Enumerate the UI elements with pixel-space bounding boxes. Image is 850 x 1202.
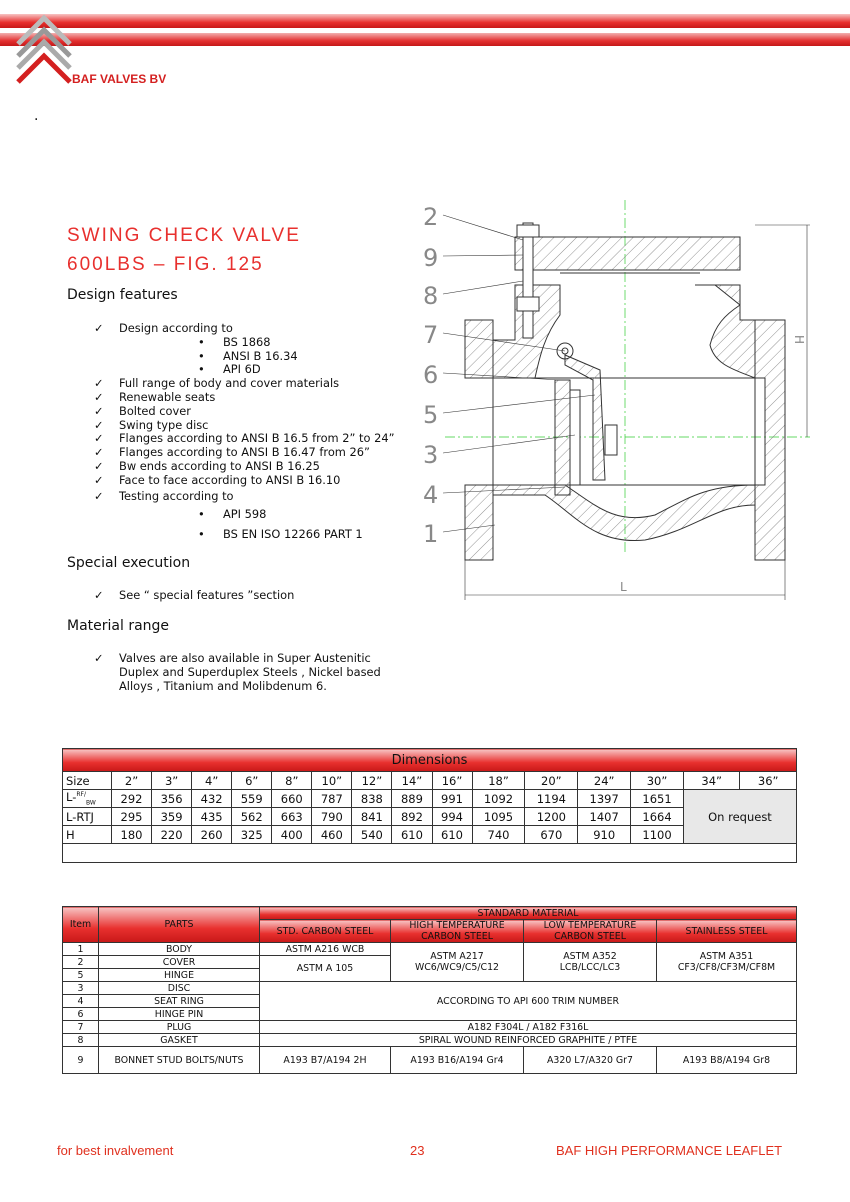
- header-band-bottom: [0, 33, 850, 46]
- callout-9: 9: [423, 244, 439, 272]
- standard-material-header: STANDARD MATERIAL: [260, 907, 797, 920]
- list-item: ✓ Flanges according to ANSI B 16.5 from 2” to 24”: [94, 431, 395, 446]
- table-cell: 2”: [112, 772, 152, 790]
- callout-8: 8: [423, 282, 439, 310]
- check-icon: ✓: [94, 472, 104, 487]
- table-cell: A193 B16/A194 Gr4: [391, 1047, 524, 1074]
- table-cell: 432: [192, 790, 232, 808]
- brand-name: BAF VALVES BV: [72, 72, 167, 86]
- table-cell: 7: [63, 1021, 99, 1034]
- table-cell: 356: [152, 790, 192, 808]
- materials-table: [62, 906, 797, 1074]
- dimension-h-label: H: [792, 335, 806, 345]
- table-cell: 559: [232, 790, 272, 808]
- baf-logo-icon: [14, 14, 74, 86]
- table-cell: A193 B8/A194 Gr8: [657, 1047, 797, 1074]
- list-item: • API 598: [198, 507, 267, 522]
- material-range-heading: Material range: [67, 618, 170, 634]
- table-cell: 8”: [272, 772, 312, 790]
- table-cell: 6”: [232, 772, 272, 790]
- table-cell: 260: [192, 826, 232, 844]
- callout-4: 4: [423, 481, 439, 509]
- check-icon: ✓: [94, 376, 104, 391]
- table-cell: 3”: [152, 772, 192, 790]
- design-features-list: [94, 322, 414, 542]
- on-request-cell: On request: [683, 790, 796, 844]
- table-cell: 4”: [192, 772, 232, 790]
- table-cell: 540: [352, 826, 392, 844]
- low-temp-header: LOW TEMPERATURE CARBON STEEL: [524, 920, 657, 943]
- list-item: ✓ Renewable seats: [94, 389, 216, 404]
- table-cell: 8: [63, 1034, 99, 1047]
- table-cell: 10”: [312, 772, 352, 790]
- size-label: Size: [63, 772, 112, 790]
- table-cell: 889: [392, 790, 432, 808]
- table-cell: 220: [152, 826, 192, 844]
- check-icon: ✓: [94, 403, 104, 418]
- table-cell: 790: [312, 808, 352, 826]
- list-item: ✓ Flanges according to ANSI B 16.47 from 26”: [94, 445, 370, 460]
- table-cell: 610: [432, 826, 472, 844]
- table-cell: ASTM A352 LCB/LCC/LC3: [524, 943, 657, 982]
- table-cell: 3: [63, 982, 99, 995]
- list-item: ✓ Swing type disc: [94, 417, 209, 432]
- table-cell: 400: [272, 826, 312, 844]
- callout-5: 5: [423, 401, 439, 429]
- item-header: Item: [63, 907, 99, 943]
- dimension-l-label: L: [620, 580, 627, 594]
- table-cell: 1: [63, 943, 99, 956]
- table-row: [63, 943, 797, 956]
- page-subtitle: 600LBS – FIG. 125: [67, 254, 264, 275]
- bullet-icon: •: [198, 507, 205, 522]
- table-cell: 295: [112, 808, 152, 826]
- table-cell: HINGE: [99, 969, 260, 982]
- table-cell: 30”: [631, 772, 684, 790]
- check-icon: ✓: [94, 445, 104, 460]
- table-cell: 325: [232, 826, 272, 844]
- list-item: ✓ Full range of body and cover materials: [94, 376, 340, 391]
- table-cell: BODY: [99, 943, 260, 956]
- callout-7: 7: [423, 321, 439, 349]
- table-cell: 740: [472, 826, 525, 844]
- table-row: [63, 1047, 797, 1074]
- table-cell: 435: [192, 808, 232, 826]
- list-item: ✓ Valves are also available in Super Austenitic Duplex and Superduplex Steels , Nickel based Alloys , Titanium and Molibdenum 6.: [94, 651, 381, 693]
- table-cell: 6: [63, 1008, 99, 1021]
- table-cell: ASTM A351 CF3/CF8/CF3M/CF8M: [657, 943, 797, 982]
- table-cell: 359: [152, 808, 192, 826]
- list-item: ✓ Design according to: [94, 321, 233, 335]
- bullet-icon: •: [198, 348, 205, 363]
- check-icon: ✓: [94, 417, 104, 432]
- table-cell: SPIRAL WOUND REINFORCED GRAPHITE / PTFE: [260, 1034, 797, 1047]
- footer-title: BAF HIGH PERFORMANCE LEAFLET: [556, 1143, 783, 1158]
- table-cell: 1200: [525, 808, 578, 826]
- table-cell: GASKET: [99, 1034, 260, 1047]
- table-cell: 787: [312, 790, 352, 808]
- parts-header: PARTS: [99, 907, 260, 943]
- table-cell: 36”: [740, 772, 797, 790]
- table-cell: 292: [112, 790, 152, 808]
- design-features-heading: Design features: [67, 287, 178, 303]
- table-cell: 1407: [578, 808, 631, 826]
- carbon-header: STD. CARBON STEEL: [260, 920, 391, 943]
- table-cell: ASTM A217 WC6/WC9/C5/C12: [391, 943, 524, 982]
- table-cell: ACCORDING TO API 600 TRIM NUMBER: [260, 982, 797, 1021]
- table-cell: 1092: [472, 790, 525, 808]
- table-cell: HINGE PIN: [99, 1008, 260, 1021]
- table-cell: A182 F304L / A182 F316L: [260, 1021, 797, 1034]
- table-cell: 34”: [683, 772, 739, 790]
- list-item: ✓ Bolted cover: [94, 403, 191, 418]
- table-cell: 20”: [525, 772, 578, 790]
- table-cell: DISC: [99, 982, 260, 995]
- material-range-list: [94, 652, 414, 693]
- table-row: [63, 790, 797, 808]
- table-cell: 180: [112, 826, 152, 844]
- table-cell: 663: [272, 808, 312, 826]
- check-icon: ✓: [94, 588, 104, 602]
- header-band-top: [0, 14, 850, 28]
- special-execution-list: [94, 589, 414, 603]
- table-row: [63, 1021, 797, 1034]
- table-cell: SEAT RING: [99, 995, 260, 1008]
- table-cell: BONNET STUD BOLTS/NUTS: [99, 1047, 260, 1074]
- stainless-header: STAINLESS STEEL: [657, 920, 797, 943]
- check-icon: ✓: [94, 458, 104, 473]
- page-title: SWING CHECK VALVE: [67, 225, 301, 246]
- l-rtj-label: L-RTJ: [63, 808, 112, 826]
- table-cell: 24”: [578, 772, 631, 790]
- list-item: ✓ Testing according to: [94, 488, 234, 503]
- check-icon: ✓: [94, 431, 104, 446]
- table-row: [63, 982, 797, 995]
- h-label: H: [63, 826, 112, 844]
- page-number: 23: [410, 1143, 425, 1158]
- table-cell: 4: [63, 995, 99, 1008]
- table-row: [63, 844, 797, 863]
- list-item: • BS 1868: [198, 334, 271, 349]
- table-cell: 2: [63, 956, 99, 969]
- list-item: • API 6D: [198, 362, 261, 377]
- table-row: [63, 907, 797, 920]
- check-icon: ✓: [94, 321, 104, 335]
- table-cell: 1100: [631, 826, 684, 844]
- table-cell: 9: [63, 1047, 99, 1074]
- table-cell: ASTM A216 WCB: [260, 943, 391, 956]
- table-cell: PLUG: [99, 1021, 260, 1034]
- table-row: [63, 1034, 797, 1047]
- table-cell: A320 L7/A320 Gr7: [524, 1047, 657, 1074]
- callout-3: 3: [423, 441, 439, 469]
- dimensions-table: [62, 748, 797, 863]
- list-item: ✓ Face to face according to ANSI B 16.10: [94, 472, 341, 487]
- callout-2: 2: [423, 203, 439, 231]
- bullet-icon: •: [198, 334, 205, 349]
- table-cell: 1095: [472, 808, 525, 826]
- list-item: • BS EN ISO 12266 PART 1: [198, 527, 363, 542]
- table-cell: 5: [63, 969, 99, 982]
- table-cell: 910: [578, 826, 631, 844]
- table-cell: 1397: [578, 790, 631, 808]
- table-cell: A193 B7/A194 2H: [260, 1047, 391, 1074]
- table-cell: 18”: [472, 772, 525, 790]
- table-cell: 670: [525, 826, 578, 844]
- table-cell: 1664: [631, 808, 684, 826]
- table-cell: 562: [232, 808, 272, 826]
- table-cell: 14”: [392, 772, 432, 790]
- table-row: [63, 772, 797, 790]
- table-cell: COVER: [99, 956, 260, 969]
- special-execution-heading: Special execution: [67, 555, 191, 571]
- table-cell: 1194: [525, 790, 578, 808]
- header-mark: .: [34, 108, 39, 124]
- high-temp-header: HIGH TEMPERATURE CARBON STEEL: [391, 920, 524, 943]
- table-cell: 16”: [432, 772, 472, 790]
- table-cell: 838: [352, 790, 392, 808]
- table-cell: 12”: [352, 772, 392, 790]
- l-rf-label: L-$^{RF/}_{BW}$: [63, 790, 112, 808]
- table-cell: 1651: [631, 790, 684, 808]
- table-cell: 841: [352, 808, 392, 826]
- valve-section-diagram: [415, 195, 830, 610]
- list-item: • ANSI B 16.34: [198, 348, 298, 363]
- table-cell: 994: [432, 808, 472, 826]
- table-cell: 610: [392, 826, 432, 844]
- list-item: ✓ Bw ends according to ANSI B 16.25: [94, 458, 320, 473]
- footer-tagline: for best invalvement: [57, 1143, 174, 1158]
- dimensions-title: Dimensions: [63, 749, 797, 772]
- table-cell: ASTM A 105: [260, 956, 391, 982]
- table-cell: 460: [312, 826, 352, 844]
- callout-1: 1: [423, 520, 439, 548]
- list-item: ✓ See “ special features ”section: [94, 588, 295, 602]
- table-cell: 991: [432, 790, 472, 808]
- check-icon: ✓: [94, 488, 104, 503]
- check-icon: ✓: [94, 651, 104, 665]
- bullet-icon: •: [198, 527, 205, 542]
- check-icon: ✓: [94, 389, 104, 404]
- table-cell: 660: [272, 790, 312, 808]
- table-cell: [63, 844, 797, 863]
- bullet-icon: •: [198, 362, 205, 377]
- table-cell: 892: [392, 808, 432, 826]
- callout-6: 6: [423, 361, 439, 389]
